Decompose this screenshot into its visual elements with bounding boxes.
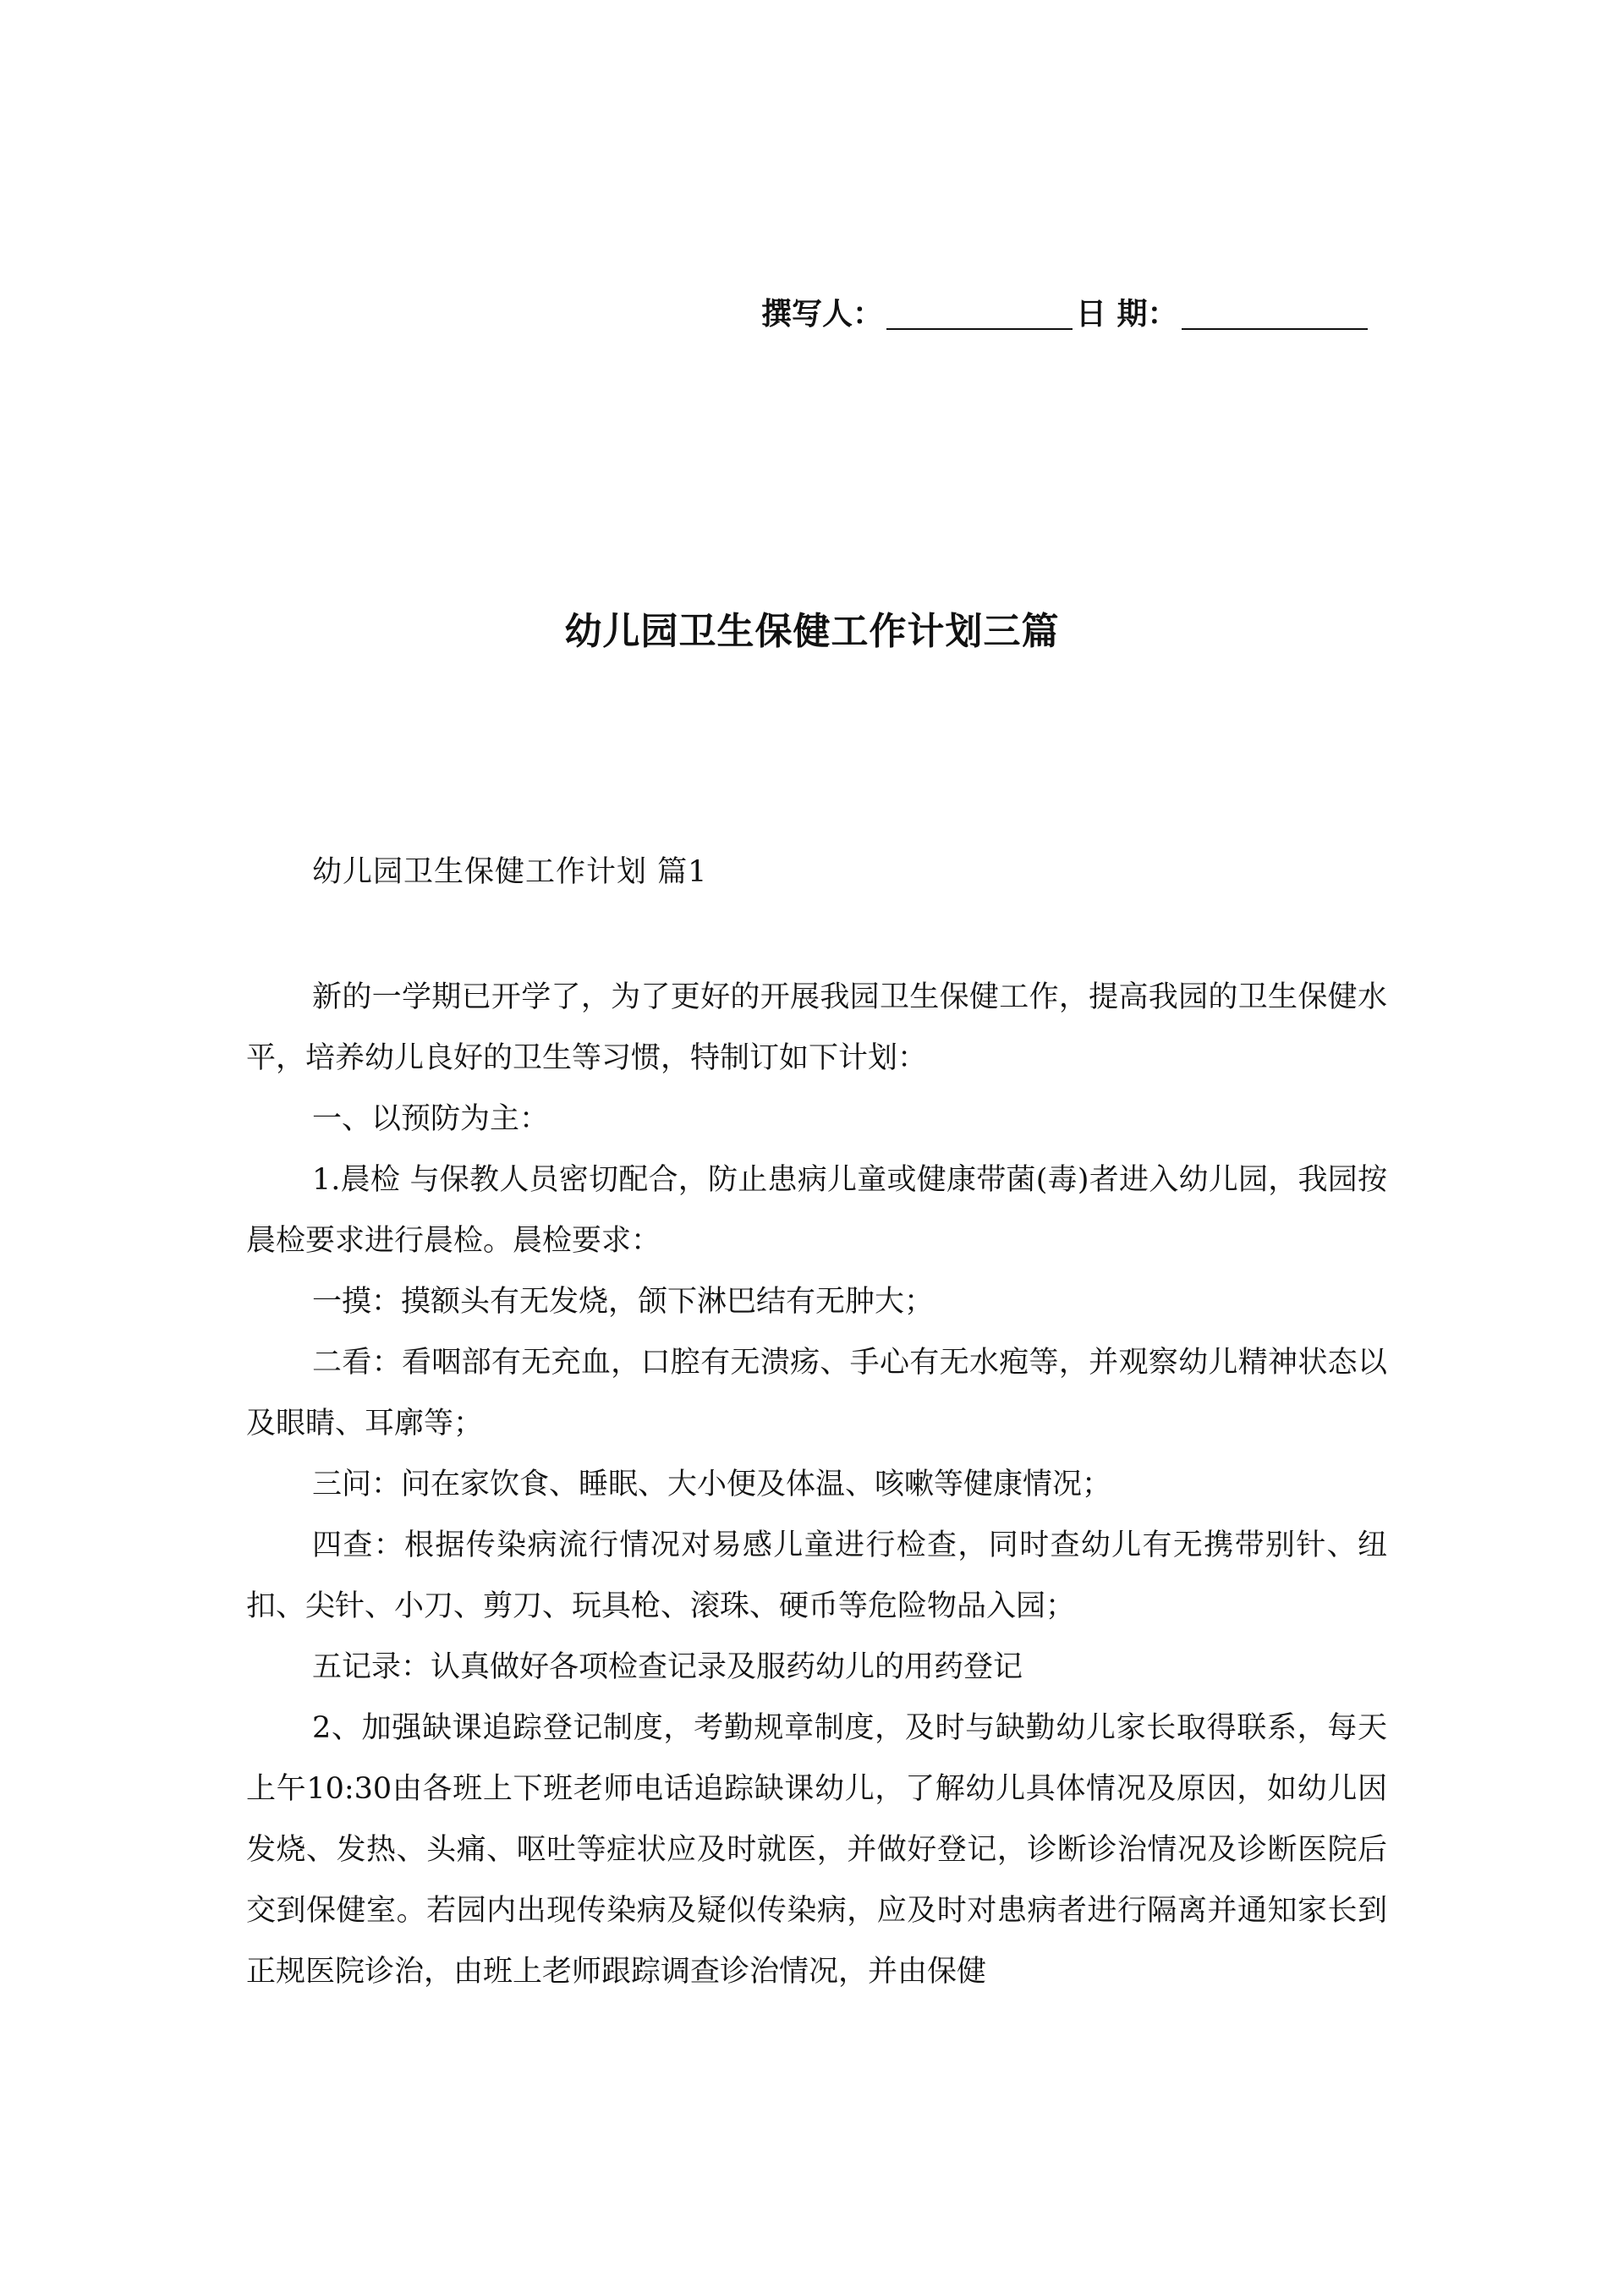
paragraph: 四查：根据传染病流行情况对易感儿童进行检查，同时查幼儿有无携带别针、纽扣、尖针、小刀、剪刀、玩具枪、滚珠、硬币等危险物品入园； xyxy=(246,1528,1387,1623)
section-title: 幼儿园卫生保健工作计划 篇1 xyxy=(312,855,708,889)
document-body xyxy=(246,967,1387,2002)
author-blank-line xyxy=(886,298,1073,330)
paragraph: 1.晨检 与保教人员密切配合，防止患病儿童或健康带菌(毒)者进入幼儿园，我园按晨检要求进行晨检。晨检要求： xyxy=(246,1163,1387,1258)
paragraph: 新的一学期已开学了，为了更好的开展我园卫生保健工作，提高我园的卫生保健水平，培养幼儿良好的卫生等习惯，特制订如下计划： xyxy=(246,980,1387,1075)
paragraph: 三问：问在家饮食、睡眠、大小便及体温、咳嗽等健康情况； xyxy=(312,1468,1112,1501)
paragraph: 一、以预防为主： xyxy=(312,1102,550,1136)
paragraph: 五记录：认真做好各项检查记录及服药幼儿的用药登记 xyxy=(312,1650,1023,1684)
author-label: 撰写人： xyxy=(761,297,884,332)
paragraph: 一摸：摸额头有无发烧，颌下淋巴结有无肿大； xyxy=(312,1285,935,1319)
document-title: 幼儿园卫生保健工作计划三篇 xyxy=(564,610,1060,653)
date-blank-line xyxy=(1182,298,1368,330)
header-fields xyxy=(761,279,1404,330)
date-label: 日 期： xyxy=(1076,297,1178,332)
paragraph: 2、加强缺课追踪登记制度，考勤规章制度，及时与缺勤幼儿家长取得联系，每天上午10:30由各班上下班老师电话追踪缺课幼儿，了解幼儿具体情况及原因，如幼儿因发烧、发热、头痛、呕吐等症状应及时就医，并做好登记，诊断诊治情况及诊断医院后交到保健室。若园内出现传染病及疑似传染病，应及时对患病者进行隔离并通知家长到正规医院诊治，由班上老师跟踪调查诊治情况，并由保健 xyxy=(246,1711,1387,1989)
paragraph: 二看：看咽部有无充血，口腔有无溃疡、手心有无水疱等，并观察幼儿精神状态以及眼睛、耳廓等； xyxy=(246,1346,1387,1441)
